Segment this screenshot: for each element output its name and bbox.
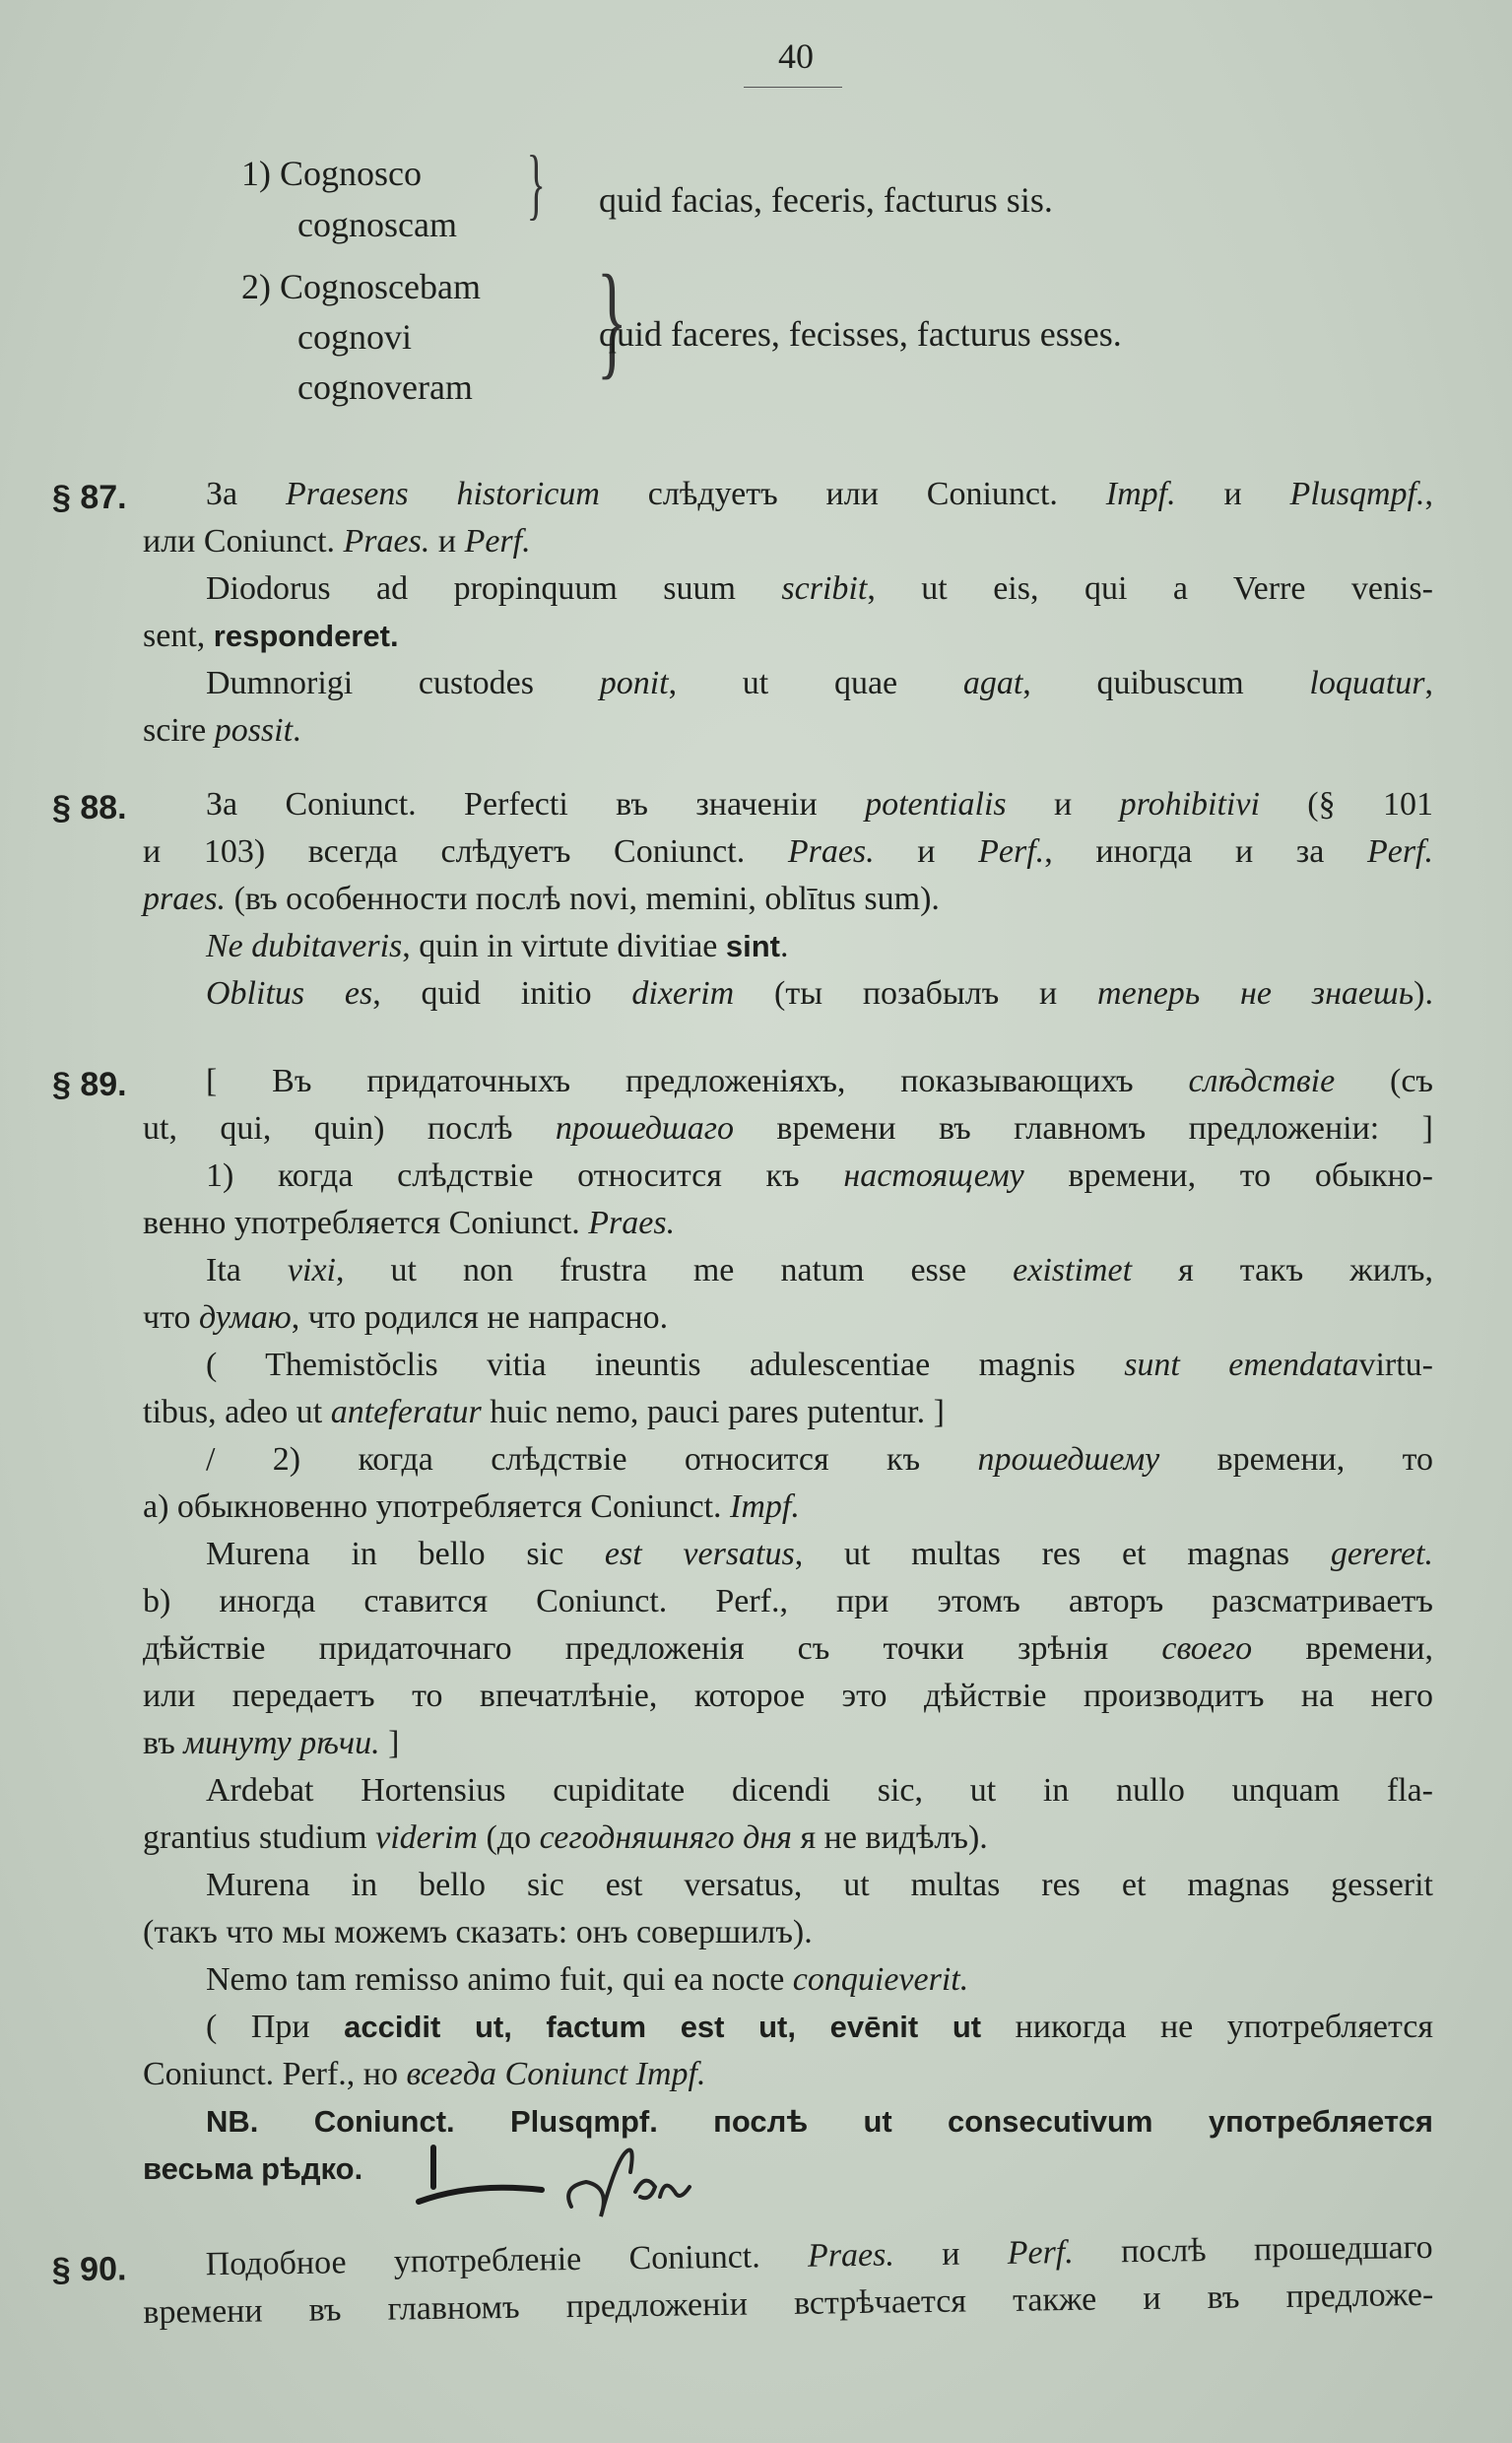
- text-run: / 2) когда слѣдствіе относится къ: [206, 1441, 978, 1478]
- verb-form: cognoscam: [297, 205, 457, 244]
- italic-text: Impf.: [730, 1488, 800, 1525]
- result-clause: quid facias, feceris, facturus sis.: [599, 180, 1053, 220]
- italic-text: loquatur: [1309, 665, 1425, 701]
- text-line: [143, 1531, 1433, 1578]
- text-run: [ Въ придаточныхъ предложеніяхъ, показывающихъ: [206, 1063, 1189, 1099]
- text-line: [143, 1389, 1433, 1436]
- text-run: b) иногда ставится Coniunct. Perf., при этомъ авторъ разсматриваетъ: [143, 1583, 1433, 1619]
- text-line: [143, 1909, 1433, 1956]
- text-run: (ты позабылъ и: [734, 975, 1098, 1012]
- italic-text: prohibitivi: [1119, 786, 1260, 823]
- italic-text: всегда Coniunct Impf.: [406, 2056, 706, 2092]
- text-run: Dumnorigi custodes: [206, 665, 600, 701]
- text-run: , ut eis, qui a Verre venis-: [867, 570, 1433, 607]
- text-run: и: [893, 2234, 1008, 2274]
- text-line: [143, 2098, 1433, 2146]
- text-run: времени въ главномъ предложеніи встрѣчается также и въ предложе-: [143, 2276, 1434, 2332]
- text-run: ,: [1424, 476, 1433, 512]
- text-run: (съ: [1335, 1063, 1434, 1099]
- text-run: и: [874, 833, 979, 870]
- italic-text: своего: [1161, 1630, 1253, 1667]
- text-line: [143, 1153, 1433, 1200]
- text-run: ( При: [206, 2009, 345, 2045]
- text-run: Murena in bello sic: [206, 1536, 605, 1572]
- italic-text: gereret.: [1330, 1536, 1434, 1572]
- text-run: времени въ главномъ предложеніи: ]: [733, 1110, 1433, 1147]
- italic-text: vixi: [287, 1252, 336, 1288]
- text-run: , ut multas res et magnas: [794, 1536, 1331, 1572]
- text-run: и: [1006, 786, 1120, 823]
- text-run: Coniunct. Perf., но: [143, 2056, 407, 2092]
- italic-text: прошедшему: [977, 1441, 1160, 1478]
- text-run: huic nemo, pauci pares putentur. ]: [481, 1394, 945, 1430]
- section-number: § 89.: [52, 1066, 127, 1103]
- text-run: .: [780, 928, 789, 964]
- text-run: .: [293, 712, 301, 749]
- text-run: (такъ что мы можемъ сказать: онъ совершилъ).: [143, 1914, 813, 1950]
- italic-text: теперь не знаешь: [1097, 975, 1414, 1012]
- result-clause: quid faceres, fecisses, facturus esses.: [599, 314, 1122, 354]
- text-line: [143, 1767, 1433, 1815]
- text-line: [143, 1294, 1433, 1342]
- italic-text: agat: [962, 665, 1023, 701]
- text-line: [143, 1342, 1433, 1389]
- bold-text: sint: [725, 929, 781, 963]
- text-line: [143, 781, 1433, 828]
- text-run: я не видѣлъ).: [792, 1819, 988, 1856]
- text-run: Nemo tam remisso animo fuit, qui ea nocte: [206, 1961, 793, 1998]
- text-line: [143, 1105, 1433, 1153]
- text-line: [143, 1815, 1433, 1862]
- text-run: ut, qui, quin) послѣ: [143, 1110, 556, 1147]
- text-line: [143, 518, 1433, 565]
- text-run: и: [429, 523, 465, 560]
- italic-text: настоящему: [843, 1157, 1024, 1194]
- text-run: , quid initio: [372, 975, 632, 1012]
- text-run: Ardebat Hortensius cupiditate dicendi sic, ut in nullo unquam fla-: [206, 1772, 1433, 1809]
- text-run: virtu-: [1358, 1347, 1433, 1383]
- text-line: [143, 923, 1433, 970]
- text-run: Murena in bello sic est versatus, ut multas res et magnas gesserit: [206, 1867, 1433, 1903]
- section-88: [52, 781, 1434, 1018]
- italic-text: Perf.: [978, 833, 1045, 870]
- text-line: [143, 471, 1433, 518]
- bold-text: responderet.: [213, 619, 399, 653]
- text-line: [143, 660, 1433, 707]
- text-run: дѣйствіе придаточнаго предложенія съ точки зрѣнія: [143, 1630, 1162, 1667]
- text-run: и 103) всегда слѣдуетъ Coniunct.: [143, 833, 788, 870]
- text-line: [143, 876, 1433, 923]
- text-run: , quibuscum: [1022, 665, 1310, 701]
- text-run: , quin in virtute divitiae: [402, 928, 726, 964]
- section-number: § 87.: [52, 479, 127, 516]
- text-run: , что родился не напрасно.: [291, 1299, 669, 1336]
- text-line: [143, 1956, 1433, 2004]
- text-line: [143, 707, 1433, 755]
- verb-form: cognoveram: [297, 367, 473, 407]
- text-run: Ita: [206, 1252, 288, 1288]
- text-line: [143, 1673, 1433, 1720]
- italic-text: Perf.: [1366, 833, 1434, 870]
- text-run: послѣ прошедшаго: [1073, 2228, 1433, 2271]
- text-line: [143, 2051, 1433, 2098]
- italic-text: Ne dubitaveris: [206, 928, 403, 964]
- italic-text: praes.: [143, 881, 227, 917]
- text-run: никогда не употребляется: [981, 2009, 1434, 2045]
- section-number: § 88.: [52, 789, 127, 826]
- text-line: [143, 1058, 1433, 1105]
- verb-form: 1) Cognosco: [241, 154, 422, 193]
- text-run: времени, то обыкно-: [1023, 1157, 1433, 1194]
- verb-form: cognovi: [297, 317, 412, 357]
- italic-text: Praesens historicum: [285, 476, 600, 512]
- section-number: § 90.: [51, 2250, 127, 2289]
- handwritten-signature: [414, 2143, 709, 2231]
- text-run: sent,: [143, 618, 214, 654]
- italic-text: existimet: [1013, 1252, 1133, 1288]
- italic-text: potentialis: [865, 786, 1007, 823]
- text-run: , иногда и за: [1044, 833, 1367, 870]
- text-run: , ut quae: [668, 665, 963, 701]
- italic-text: possit: [214, 712, 294, 749]
- text-run: а) обыкновенно употребляется Coniunct.: [143, 1488, 731, 1525]
- text-line: [143, 1625, 1433, 1673]
- brace: }: [526, 141, 546, 228]
- page-number-rule: [744, 87, 842, 88]
- italic-text: Impf.: [1105, 476, 1176, 512]
- text-run: (до: [477, 1819, 540, 1856]
- italic-text: Perf.: [1007, 2233, 1074, 2272]
- italic-text: Plusqmpf.: [1289, 476, 1425, 512]
- text-run: венно употребляется Coniunct.: [143, 1205, 589, 1241]
- text-line: [143, 613, 1433, 660]
- italic-text: Praes.: [787, 833, 875, 870]
- text-line: [143, 1200, 1433, 1247]
- italic-text: est versatus: [604, 1536, 795, 1572]
- text-run: ,: [1424, 665, 1434, 701]
- text-line: [143, 1247, 1433, 1294]
- text-run: ]: [379, 1725, 400, 1761]
- italic-text: scribit: [781, 570, 868, 607]
- text-run: ( Themistŏclis vitia ineuntis adulescentiae magnis: [206, 1347, 1125, 1383]
- text-run: (въ особенности послѣ novi, memini, oblītus sum).: [226, 881, 940, 917]
- text-run: , ut non frustra me natum esse: [335, 1252, 1014, 1288]
- bold-text: весьма рѣдко.: [143, 2151, 363, 2186]
- text-run: Подобное употребленіе Coniunct.: [205, 2237, 809, 2283]
- italic-text: conquieverit.: [792, 1961, 969, 1998]
- italic-text: Perf.: [464, 523, 531, 560]
- brace: }: [596, 249, 627, 391]
- text-run: или передаетъ то впечатлѣніе, которое это дѣйствіе производитъ на него: [143, 1678, 1433, 1714]
- text-run: въ: [143, 1725, 184, 1761]
- text-line: [143, 2146, 1433, 2193]
- text-run: слѣдуетъ или Coniunct.: [599, 476, 1106, 512]
- text-run: tibus, adeo ut: [143, 1394, 331, 1430]
- italic-text: Praes.: [588, 1205, 676, 1241]
- text-run: (§ 101: [1259, 786, 1433, 823]
- text-line: [143, 1578, 1433, 1625]
- italic-text: anteferatur: [330, 1394, 482, 1430]
- italic-text: прошедшаго: [555, 1110, 734, 1147]
- italic-text: sunt emendata: [1124, 1347, 1359, 1383]
- text-line: [143, 565, 1433, 613]
- text-run: scire: [143, 712, 215, 749]
- text-line: [143, 1436, 1433, 1484]
- text-run: я такъ жилъ,: [1132, 1252, 1433, 1288]
- section-90: [51, 2224, 1434, 2337]
- text-run: Diodorus ad propinquum suum: [206, 570, 782, 607]
- text-line: [143, 1720, 1433, 1767]
- bold-text: NB. Coniunct. Plusqmpf. послѣ ut consecutivum употребляется: [206, 2104, 1433, 2139]
- text-run: времени, то: [1159, 1441, 1433, 1478]
- italic-text: ponit: [599, 665, 669, 701]
- text-run: grantius studium: [143, 1819, 376, 1856]
- italic-text: viderim: [375, 1819, 478, 1856]
- text-run: или Coniunct.: [143, 523, 344, 560]
- italic-text: Oblitus es: [206, 975, 373, 1012]
- text-run: За Coniunct. Perfecti въ значеніи: [206, 786, 866, 823]
- italic-text: Praes.: [807, 2236, 895, 2275]
- text-run: времени,: [1252, 1630, 1433, 1667]
- italic-text: Praes.: [343, 523, 430, 560]
- italic-text: думаю: [199, 1299, 292, 1336]
- verb-form: 2) Cognoscebam: [241, 267, 481, 306]
- text-line: [143, 2004, 1433, 2051]
- italic-text: dixerim: [631, 975, 735, 1012]
- text-line: [143, 970, 1433, 1018]
- section-87: [52, 471, 1434, 755]
- text-run: что: [143, 1299, 200, 1336]
- bold-text: accidit ut, factum est ut, evēnit ut: [344, 2010, 982, 2044]
- text-line: [143, 828, 1433, 876]
- italic-text: минуту рѣчи.: [183, 1725, 380, 1761]
- section-89: [52, 1058, 1434, 2193]
- italic-text: сегодняшняго дня: [539, 1819, 792, 1856]
- italic-text: слѣдствіе: [1188, 1063, 1336, 1099]
- text-run: и: [1175, 476, 1290, 512]
- text-run: 1) когда слѣдствіе относится къ: [206, 1157, 844, 1194]
- text-run: ).: [1413, 975, 1433, 1012]
- page-number: 40: [778, 36, 814, 76]
- text-line: [143, 1484, 1433, 1531]
- text-line: [143, 1862, 1433, 1909]
- text-run: За: [206, 476, 286, 512]
